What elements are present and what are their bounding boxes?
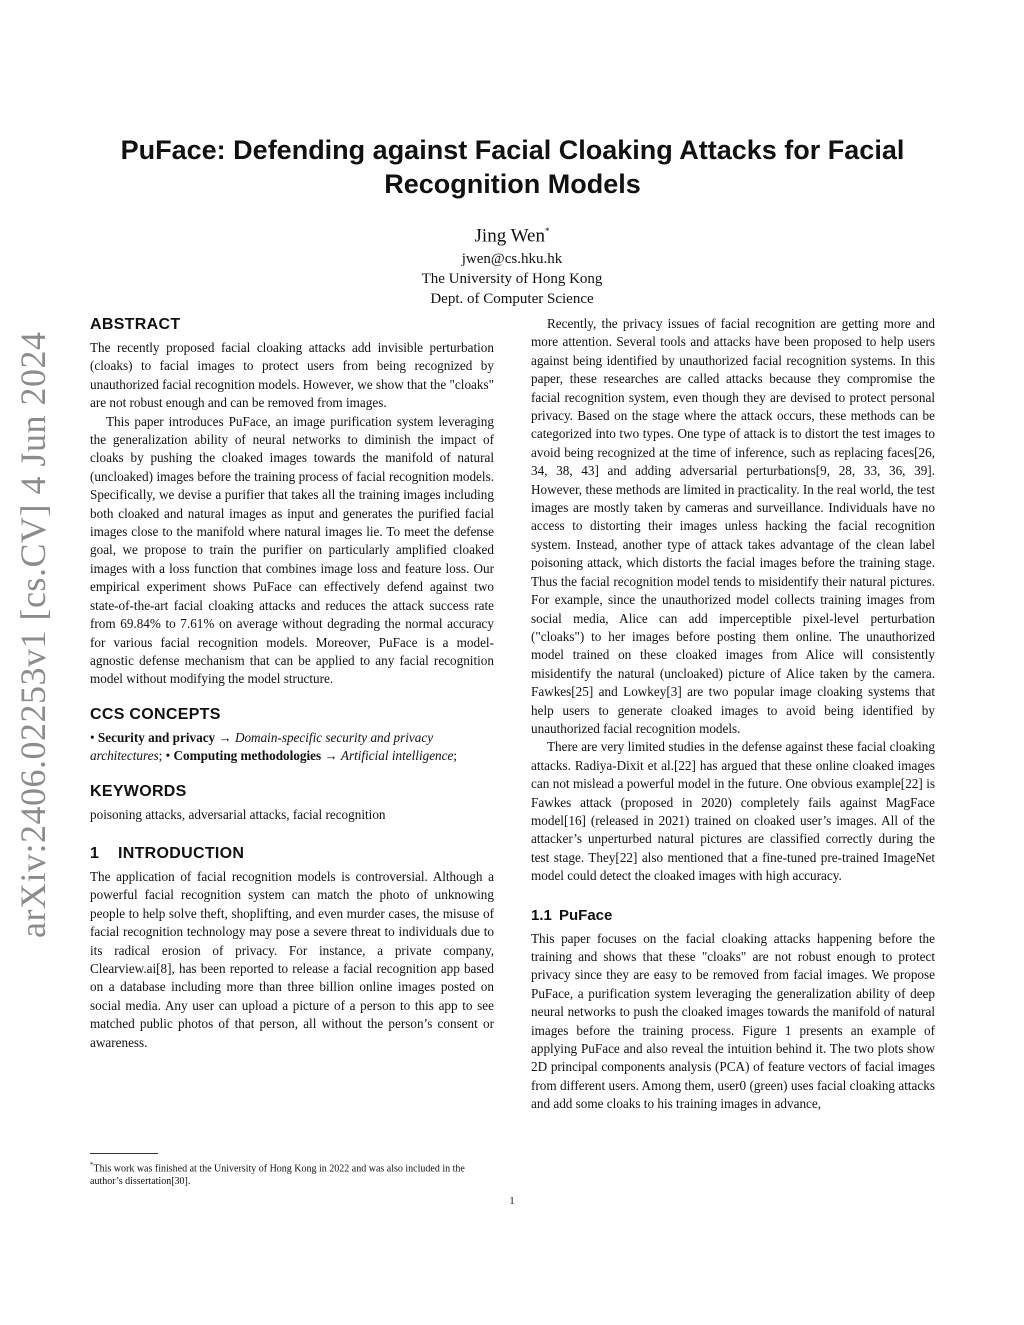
ccs-heading: CCS CONCEPTS — [90, 705, 221, 723]
abstract-paragraph-2: This paper introduces PuFace, an image purification system leveraging the generalization ability of neural networks to diminish the impact of cloaks by pushing the cloaked images towards the manifold of natural (uncloaked) images before the training process of facial recognition models. Specifically, we devise a purifier that takes all the training images including both cloaked and natural images as input and generates the purified facial images close to the manifold where natural images lie. To meet the defense goal, we propose to train the purifier on particularly amplified cloaked images with a loss function that combines image loss and feature loss. Our empirical experiment shows PuFace can effectively defend against two state-of-the-art facial cloaking attacks and reduces the attack success rate from 69.84% to 7.61% on average without degrading the normal accuracy for various facial recognition models. Moreover, PuFace is a model-agnostic defense mechanism that can be applied to any facial recognition model without modifying the model structure. — [90, 413, 494, 687]
introduction-number: 1 — [90, 844, 100, 862]
author-footnote-mark: * — [544, 226, 550, 236]
keywords-heading: KEYWORDS — [90, 782, 187, 800]
author-name: Jing Wen* — [474, 225, 550, 247]
subsection-number: 1.1 — [531, 906, 552, 924]
author-email[interactable]: jwen@cs.hku.hk — [461, 251, 563, 268]
author-block — [312, 218, 712, 309]
footnote-divider — [90, 1153, 158, 1154]
keywords-text: poisoning attacks, adversarial attacks, facial recognition — [90, 806, 386, 822]
abstract-paragraph-1: The recently proposed facial cloaking attacks add invisible perturbation (cloaks) to facial images to protect users from being recognized by unauthorized facial recognition models. However, we show that the "cloaks" are not robust enough and can be removed from images. — [90, 340, 494, 411]
introduction-paragraph-1: The application of facial recognition models is controversial. Although a powerful facial recognition system can match the photo of unknowing people to help solve theft, shoplifting, and even murder cases, the misuse of facial recognition technology may pose a severe threat to individuals due to its radical erosion of privacy. For instance, a private company, Clearview.ai[8], has been reported to release a facial recognition app based on a database including more than three billion online images posted on social media. Any user can upload a picture of a person to this app to see matched public photos of that person, all without the person’s consent or awareness. — [90, 868, 494, 1050]
paper-title: PuFace: Defending against Facial Cloaking Attacks for Facial Recognition Models — [120, 135, 905, 199]
footnote — [90, 1159, 494, 1188]
right-column — [531, 315, 935, 1114]
author-institution: The University of Hong Kong — [421, 271, 603, 288]
author-department: Dept. of Computer Science — [430, 291, 594, 308]
ccs-concept-computing: Computing methodologies — [173, 748, 322, 764]
ccs-concepts: • Security and privacy → Domain-specific security and privacy architectures; • Computing methodologies → Artificial intelligence; — [90, 729, 458, 764]
page-number: 1 — [509, 1196, 515, 1207]
subsection-paragraph: This paper focuses on the facial cloaking attacks happening before the training and shows that these "cloaks" are not robust enough to protect privacy since they are easy to be removed from facial images. We propose PuFace, a purification system leveraging the generalization ability of deep neural networks to push the cloaked images towards the manifold of natural images before the training process. Figure 1 presents an example of applying PuFace and also reveal the intuition behind it. The two plots show 2D principal components analysis (PCA) of feature vectors of facial images from different users. Among them, user0 (green) uses facial cloaking attacks and add some cloaks to his training images in advance, — [531, 930, 935, 1112]
introduction-heading: 1 INTRODUCTION — [90, 844, 245, 862]
footnote-mark: * — [90, 1161, 94, 1169]
arxiv-stamp: arXiv:2406.02253v1 [cs.CV] 4 Jun 2024 — [13, 331, 53, 938]
intro-paragraph-2: Recently, the privacy issues of facial recognition are getting more and more attention. Several tools and attacks have been proposed to help users against being identified by unauthorized facial recognition systems. In this paper, these researches are called attacks because they compromise the facial recognition system, even though they are devised to protect personal privacy. Based on the stage where the attack occurs, these methods can be categorized into two types. One type of attack is to distort the test images to avoid being recognized at the time of inference, such as replacing faces[26, 34, 38, 43] and adding adversarial perturbations[9, 28, 33, 36, 39]. However, these methods are limited in practicality. In the real world, the test images are mostly taken by cameras and surveillance. Individuals have no access to distorting their images unless hacking the facial recognition system. Instead, another type of attack takes advantage of the clean label poisoning attack, which distorts the facial images before the training stage. Thus the facial recognition model tends to misidentify their natural pictures. For example, since the unauthorized model collects training images from social media, Alice can add imperceptible pixel-level perturbation ("cloaks") to her images before posting them online. The unauthorized model trained on these cloaked images from Alice will consistently misidentify the natural (uncloaked) picture of Alice taken by the camera. Fawkes[25] and Lowkey[3] are two popular image cloaking systems that help users to generate cloaked images to avoid being identified by unauthorized facial recognition models. — [531, 316, 935, 736]
subsection-heading: 1.1 PuFace — [531, 906, 613, 924]
left-column — [90, 315, 494, 1052]
ccs-concept-security: Security and privacy — [97, 729, 216, 745]
ccs-sub-computing: Artificial intelligence — [340, 748, 454, 764]
ccs-sub-security: Domain-specific security and privacy architectures — [90, 729, 434, 764]
abstract-heading: ABSTRACT — [90, 316, 181, 333]
intro-paragraph-3: There are very limited studies in the defense against these facial cloaking attacks. Radiya-Dixit et al.[22] has argued that these online cloaked images can not mislead a powerful model in the future. One obvious example[22] is Fawkes attack (proposed in 2020) completely fails against MagFace model[16] (released in 2021) trained on cloaked user’s images. All of the attacker’s unperturbed natural pictures are classified correctly during the test stage. They[22] also mentioned that a fine-tuned pre-trained ImageNet model could detect the cloaked images with high accuracy. — [531, 739, 935, 884]
footnote-text: This work was finished at the University of Hong Kong in 2022 and was also included in the author’s dissertation[30]. — [90, 1163, 465, 1188]
